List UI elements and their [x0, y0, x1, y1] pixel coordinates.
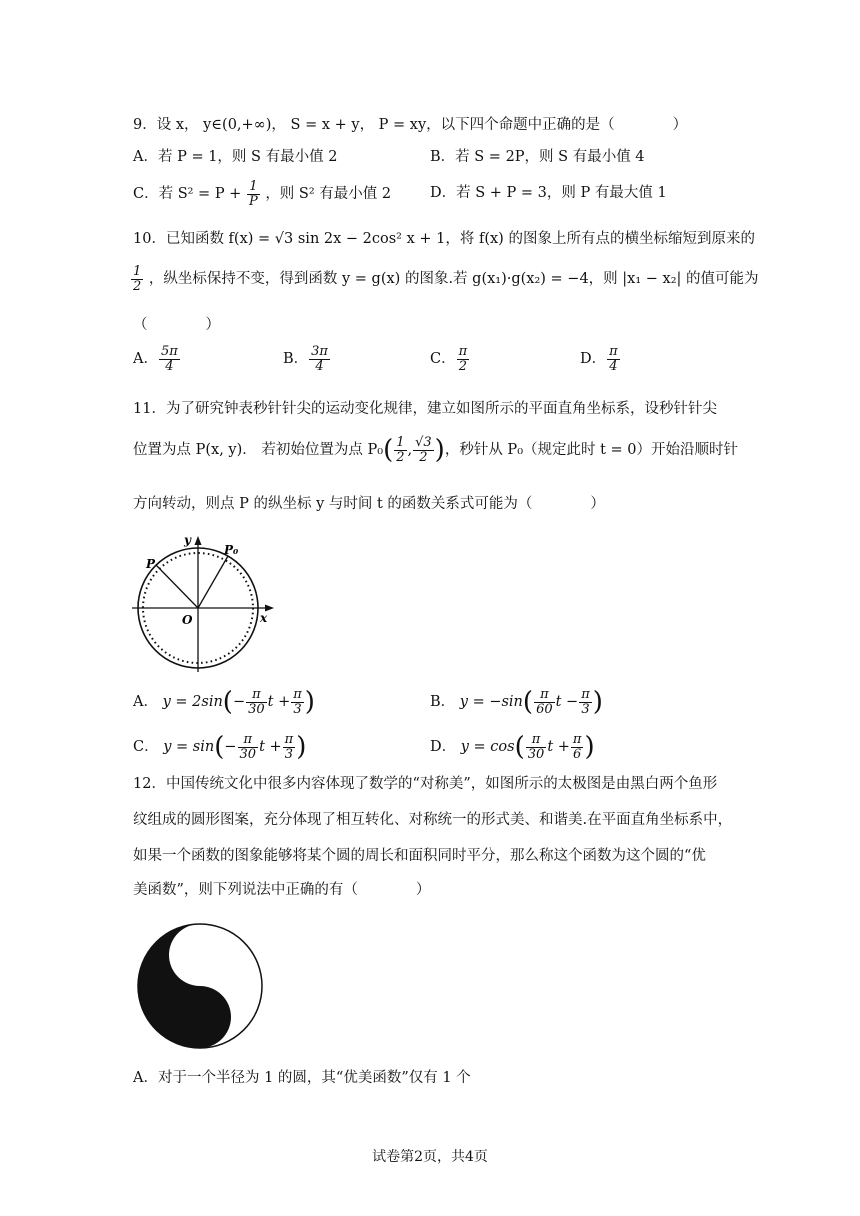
- option-frac2: [283, 733, 296, 761]
- option-func: y = 2sin: [162, 694, 223, 711]
- q11-option-d: [430, 733, 595, 761]
- frac-den: 2: [133, 278, 142, 294]
- q9-option-c: [133, 180, 391, 208]
- label-y: y: [184, 533, 191, 547]
- frac-num: √3: [415, 435, 432, 450]
- paren-close: ): [296, 732, 307, 763]
- option-sign: −: [232, 694, 246, 711]
- frac-num: 1: [396, 435, 405, 450]
- paren-close: ): [592, 687, 603, 718]
- q10-option-b: [283, 345, 331, 373]
- q9-option-a: A．若 P = 1，则 S 有最小值 2: [133, 149, 338, 165]
- q11-line2-b: ，秒针从 P₀（规定此时 t = 0）开始沿顺时针: [444, 442, 739, 459]
- frac-num: 1: [133, 264, 142, 279]
- frac-num: π: [581, 687, 590, 702]
- q9-option-c-fraction: [247, 180, 260, 208]
- option-fraction: [607, 345, 620, 373]
- frac-num: π: [609, 344, 618, 359]
- frac-den: 4: [315, 358, 324, 374]
- frac-den: 30: [527, 746, 545, 762]
- q12-line2: 纹组成的圆形图案，充分体现了相互转化、对称统一的形式美、和谐美.在平面直角坐标系中，: [133, 812, 733, 828]
- paren-open: (: [522, 687, 534, 718]
- q10-line3: （ ）: [133, 317, 220, 333]
- q11-line3: 方向转动，则点 P 的纵坐标 y 与时间 t 的函数关系式可能为（ ）: [133, 496, 605, 512]
- q9-option-b: B．若 S = 2P，则 S 有最小值 4: [430, 149, 645, 165]
- q11-line2-a: 位置为点 P(x, y)． 若初始位置为点 P₀: [133, 442, 384, 459]
- frac-num: 5π: [160, 344, 178, 359]
- frac-num: π: [458, 344, 468, 359]
- q11-line2: 位置为点 P(x, y)． 若初始位置为点 P₀( $\frac{1}{2}$ , $\frac{√3}{2}$ )，秒针从 P₀（规定此时 t = 0）开始沿顺时针: [133, 435, 739, 466]
- q9-option-c-pre: C．若 S² = P +: [133, 186, 242, 203]
- paren-close: ): [584, 732, 595, 763]
- option-label: A．: [133, 351, 158, 368]
- option-label: C．: [133, 739, 159, 756]
- option-label: B．: [430, 694, 456, 711]
- q10-line1: 10．已知函数 f(x) = √3 sin 2x − 2cos² x + 1，将 f(x) 的图象上所有点的横坐标缩短到原来的: [133, 231, 755, 247]
- option-label: D．: [580, 351, 607, 368]
- frac-den: 30: [248, 701, 265, 717]
- option-mid: t +: [267, 694, 291, 711]
- option-frac1: [534, 688, 555, 716]
- option-frac1: [246, 688, 267, 716]
- q10-option-d: [580, 345, 621, 373]
- label-x: x: [260, 611, 268, 625]
- paren-open: (: [214, 732, 225, 763]
- q11-option-c: [133, 733, 306, 761]
- option-mid: t +: [547, 739, 570, 756]
- label-p: P: [146, 557, 156, 571]
- q10-option-a: [133, 345, 181, 373]
- option-mid: t +: [259, 739, 282, 756]
- q10-option-c: [430, 345, 470, 373]
- option-func: y = sin: [163, 739, 215, 756]
- paren-open: (: [222, 687, 233, 718]
- option-frac2: [291, 688, 304, 716]
- option-fraction: [309, 345, 330, 373]
- frac-num: π: [534, 688, 555, 703]
- q10-line2: [130, 265, 759, 293]
- q10-half-fraction: [131, 265, 143, 293]
- label-p0: P₀: [224, 543, 239, 557]
- option-mid: t −: [555, 694, 579, 711]
- frac-den: 2: [396, 449, 405, 465]
- option-fraction: [457, 345, 470, 373]
- paren-close: ): [304, 687, 315, 718]
- y-axis-arrow: [195, 536, 202, 545]
- option-func: y = −sin: [459, 694, 523, 711]
- option-label: B．: [283, 351, 309, 368]
- clock-figure: [128, 532, 278, 672]
- frac-num: 1: [247, 180, 260, 195]
- taiji-black-dot: [194, 1011, 206, 1023]
- frac-num: π: [572, 732, 582, 747]
- option-frac1: [526, 733, 547, 761]
- taiji-white-dot: [194, 949, 206, 961]
- option-sign: −: [224, 739, 237, 756]
- frac-den: 2: [458, 358, 468, 374]
- frac-den: 60: [536, 701, 553, 717]
- option-label: D．: [430, 739, 457, 756]
- frac-den: 3: [284, 746, 294, 762]
- q12-line4: 美函数”，则下列说法中正确的有（ ）: [133, 882, 431, 898]
- paren-open: (: [383, 435, 394, 466]
- frac-den: P: [248, 193, 258, 209]
- frac-den: 30: [239, 746, 257, 762]
- page-footer: 试卷第2页，共4页: [372, 1149, 488, 1165]
- frac-den: 3: [581, 701, 590, 717]
- option-frac2: [579, 688, 592, 716]
- q10-line2-text: ，纵坐标保持不变，得到函数 y = g(x) 的图象.若 g(x₁)·g(x₂) = −4，则 |x₁ − x₂| 的值可能为: [148, 271, 759, 288]
- hand-p0: [198, 556, 228, 608]
- paren-close: ): [434, 435, 445, 466]
- q9-option-d: D．若 S + P = 3，则 P 有最大值 1: [430, 185, 667, 201]
- q11-option-a: [133, 688, 315, 716]
- paren-open: (: [514, 732, 525, 763]
- frac-num: π: [526, 733, 547, 748]
- option-frac1: [238, 733, 259, 761]
- frac-den: 4: [609, 358, 618, 374]
- q12-line3: 如果一个函数的图象能够将某个圆的周长和面积同时平分，那么称这个函数为这个圆的“优: [133, 848, 706, 864]
- q9-stem: 9．设 x， y∈(0,+∞)， S = x + y， P = xy，以下四个命题中正确的是（ ）: [133, 117, 688, 133]
- frac-num: π: [284, 732, 294, 747]
- frac-num: 3π: [311, 344, 328, 359]
- option-fraction: [159, 345, 180, 373]
- taiji-figure: [136, 922, 264, 1050]
- q12-option-a: A．对于一个半径为 1 的圆，其“优美函数”仅有 1 个: [133, 1070, 471, 1086]
- frac-num: π: [246, 688, 267, 703]
- p0-x-fraction: [394, 436, 406, 464]
- q9-option-c-post: ，则 S² 有最小值 2: [265, 186, 392, 203]
- frac-den: 2: [419, 449, 428, 465]
- p0-y-fraction: [413, 436, 434, 464]
- label-o: O: [182, 613, 193, 627]
- option-func: y = cos: [460, 739, 515, 756]
- option-label: A．: [133, 694, 158, 711]
- q11-line1: 11．为了研究钟表秒针针尖的运动变化规律，建立如图所示的平面直角坐标系，设秒针针尖: [133, 401, 717, 417]
- q11-option-b: [430, 688, 603, 716]
- hand-p: [156, 565, 198, 608]
- q12-line1: 12．中国传统文化中很多内容体现了数学的“对称美”，如图所示的太极图是由黑白两个鱼形: [133, 776, 718, 792]
- frac-den: 3: [293, 701, 302, 717]
- frac-den: 6: [573, 746, 582, 762]
- option-frac2: [571, 733, 584, 761]
- frac-num: π: [293, 687, 302, 702]
- frac-num: π: [238, 733, 259, 748]
- option-label: C．: [430, 351, 456, 368]
- frac-den: 4: [165, 358, 174, 374]
